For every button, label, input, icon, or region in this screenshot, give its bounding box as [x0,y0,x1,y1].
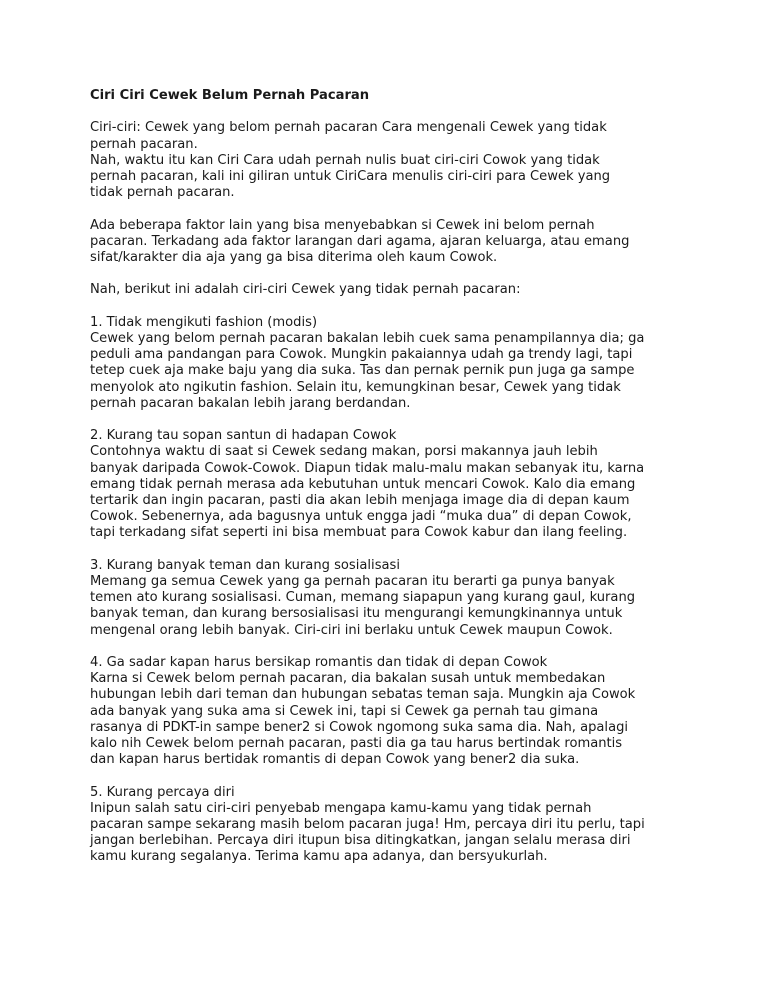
text-line: tetep cuek aja make baju yang dia suka. Tas dan pernak pernik pun juga ga sampe [90,363,635,379]
text-line: Contohnya waktu di saat si Cewek sedang makan, porsi makannya jauh lebih [90,444,598,460]
text-line: menyolok ato ngikutin fashion. Selain itu, kemungkinan besar, Cewek yang tidak [90,379,621,395]
text-line: rasanya di PDKT-in sampe bener2 si Cowok ngomong suka sama dia. Nah, apalagi [90,719,629,735]
text-line: Inipun salah satu ciri-ciri penyebab mengapa kamu-kamu yang tidak pernah [90,800,592,816]
text-line: hubungan lebih dari teman dan hubungan sebatas teman saja. Mungkin aja Cowok [90,687,636,703]
text-line: ada banyak yang suka ama si Cewek ini, tapi si Cewek ga pernah tau gimana [90,703,599,719]
text-line: mengenal orang lebih banyak. Ciri-ciri ini berlaku untuk Cewek maupun Cowok. [90,622,613,638]
text-line: Karna si Cewek belom pernah pacaran, dia bakalan susah untuk membedakan [90,671,606,687]
document-title: Ciri Ciri Cewek Belum Pernah Pacaran [90,88,370,103]
text-line: pacaran. Terkadang ada faktor larangan dari agama, ajaran keluarga, atau emang [90,233,630,249]
text-line: pernah pacaran bakalan lebih jarang berdandan. [90,395,411,411]
point-5-paragraph [90,785,690,866]
text-line: tapi terkadang sifat seperti ini bisa membuat para Cowok kabur dan ilang feeling. [90,525,628,541]
text-line: pacaran sampe sekarang masih belom pacaran juga! Hm, percaya diri itu perlu, tapi [90,817,645,833]
text-line: jangan berlebihan. Percaya diri itupun bisa ditingkatkan, jangan selalu merasa diri [90,833,631,849]
point-heading: 5. Kurang percaya diri [90,784,235,800]
text-line: emang tidak pernah merasa ada kebutuhan untuk mencari Cowok. Kalo dia emang [90,476,636,492]
point-3-paragraph [90,558,690,639]
point-heading: 3. Kurang banyak teman dan kurang sosialisasi [90,557,400,573]
point-4-paragraph [90,655,690,768]
text-line: sifat/karakter dia aja yang ga bisa diterima oleh kaum Cowok. [90,250,498,265]
text-line: Ciri-ciri: Cewek yang belom pernah pacaran Cara mengenali Cewek yang tidak [90,120,607,136]
text-line: banyak teman, dan kurang bersosialisasi itu mengurangi kemungkinannya untuk [90,606,623,622]
point-1-paragraph [90,315,690,412]
text-line: Memang ga semua Cewek yang ga pernah pacaran itu berarti ga punya banyak [90,574,615,589]
point-heading: 2. Kurang tau sopan santun di hadapan Cowok [90,428,397,444]
text-line: Nah, berikut ini adalah ciri-ciri Cewek yang tidak pernah pacaran: [90,282,521,298]
text-line: Cowok. Sebenernya, ada bagusnya untuk engga jadi “muka dua” di depan Cowok, [90,509,632,525]
text-line: kamu kurang segalanya. Terima kamu apa adanya, dan bersyukurlah. [90,849,548,865]
intro-paragraph [90,120,690,201]
text-line: pernah pacaran. [90,136,198,152]
text-line: temen ato kurang sosialisasi. Cuman, memang siapapun yang kurang gaul, kurang [90,590,636,606]
factors-paragraph [90,218,690,267]
text-line: tidak pernah pacaran. [90,185,235,201]
text-line: Nah, waktu itu kan Ciri Cara udah pernah nulis buat ciri-ciri Cowok yang tidak [90,152,600,168]
point-2-paragraph [90,428,690,541]
text-line: Ada beberapa faktor lain yang bisa menyebabkan si Cewek ini belom pernah [90,217,595,233]
point-heading: 1. Tidak mengikuti fashion (modis) [90,314,318,330]
text-line: dan kapan harus bertidak romantis di depan Cowok yang bener2 dia suka. [90,752,580,768]
text-line: peduli ama pandangan para Cowok. Mungkin pakaiannya udah ga trendy lagi, tapi [90,347,633,363]
point-heading: 4. Ga sadar kapan harus bersikap romantis dan tidak di depan Cowok [90,655,548,670]
text-line: tertarik dan ingin pacaran, pasti dia akan lebih menjaga image dia di depan kaum [90,493,630,508]
document-page [90,88,690,882]
text-line: kalo nih Cewek belom pernah pacaran, pasti dia ga tau harus bertindak romantis [90,736,623,752]
text-line: pernah pacaran, kali ini giliran untuk CiriCara menulis ciri-ciri para Cewek yang [90,169,611,184]
text-line: banyak daripada Cowok-Cowok. Diapun tidak malu-malu makan sebanyak itu, karna [90,460,645,476]
text-line: Cewek yang belom pernah pacaran bakalan lebih cuek sama penampilannya dia; ga [90,330,645,346]
lead-paragraph [90,282,690,298]
